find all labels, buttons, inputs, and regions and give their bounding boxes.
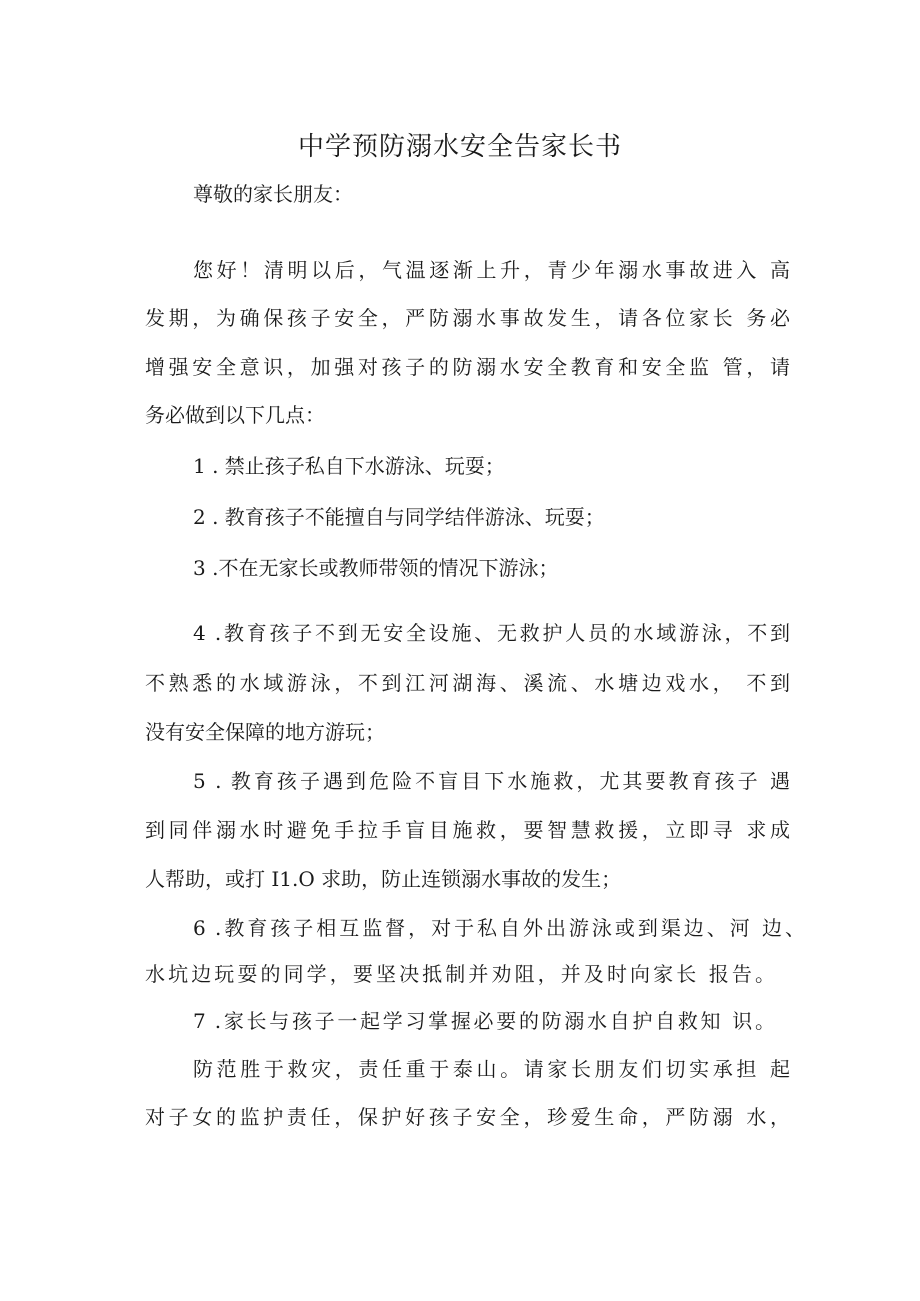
paragraph-line: 务必做到以下几点： [145, 403, 325, 427]
paragraph-line: 不熟悉的水域游泳，不到江河湖海、溪流、水塘边戏水， 不到 [145, 671, 790, 695]
paragraph-line: 没有安全保障的地方游玩； [145, 720, 385, 744]
list-item-5: 5 . 教育孩子遇到危险不盲目下水施救，尤其要教育孩子 遇 [193, 769, 790, 793]
closing-line: 对子女的监护责任，保护好孩子安全，珍爱生命，严防溺 水， [145, 1105, 790, 1129]
paragraph-line: 您好！清明以后，气温逐渐上升，青少年溺水事故进入 高 [193, 258, 790, 282]
salutation: 尊敬的家长朋友： [193, 182, 353, 206]
paragraph-line: 到同伴溺水时避免手拉手盲目施救，要智慧救援，立即寻 求成 [145, 818, 790, 842]
closing-line: 防范胜于救灾，责任重于泰山。请家长朋友们切实承担 起 [193, 1057, 790, 1081]
paragraph-line: 增强安全意识，加强对孩子的防溺水安全教育和安全监 管，请 [145, 355, 790, 379]
list-item-2: 2 . 教育孩子不能擅自与同学结伴游泳、玩耍； [193, 505, 605, 529]
paragraph-line: 人帮助，或打 I1.O 求助，防止连锁溺水事故的发生； [145, 867, 622, 891]
paragraph-line: 水坑边玩耍的同学，要坚决抵制并劝阻，并及时向家长 报告。 [145, 962, 775, 986]
list-item-1: 1 . 禁止孩子私自下水游泳、玩耍； [193, 454, 505, 478]
paragraph-line: 发期，为确保孩子安全，严防溺水事故发生，请各位家长 务必 [145, 306, 790, 330]
document-title: 中学预防溺水安全告家长书 [297, 132, 622, 162]
list-item-6: 6 .教育孩子相互监督，对于私自外出游泳或到渠边、河 边、 [193, 916, 805, 940]
list-item-3: 3 .不在无家长或教师带领的情况下游泳； [193, 556, 559, 580]
list-item-4: 4 .教育孩子不到无安全设施、无救护人员的水域游泳，不到 [193, 621, 790, 645]
list-item-7: 7 .家长与孩子一起学习掌握必要的防溺水自护自救知 识。 [193, 1009, 775, 1033]
